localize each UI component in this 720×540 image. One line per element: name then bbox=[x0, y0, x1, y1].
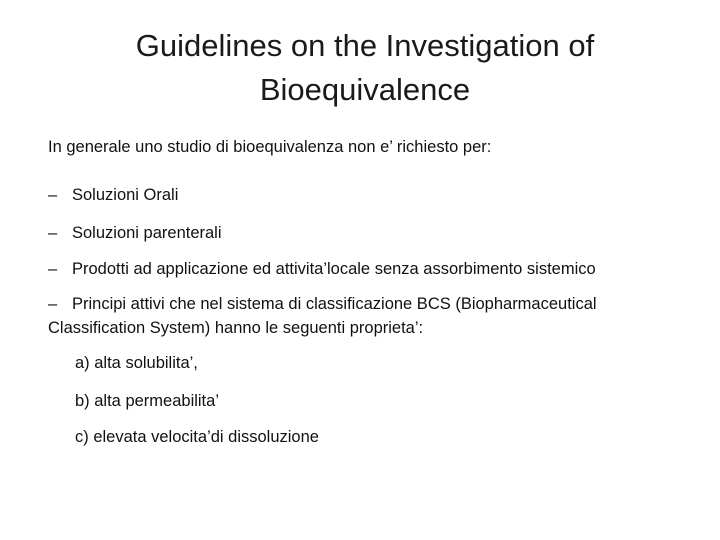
bullet-text: Prodotti ad applicazione ed attivita’locale senza assorbimento sistemico bbox=[72, 260, 596, 278]
slide-title-line-2: Bioequivalence bbox=[259, 72, 471, 107]
bullet-item-local-products bbox=[48, 258, 596, 280]
property-item-dissolution: c) elevata velocita’di dissoluzione bbox=[75, 428, 319, 446]
bullet-dash: – bbox=[48, 260, 58, 278]
bullet-item-parenteral-solutions bbox=[48, 222, 222, 244]
slide-title bbox=[90, 24, 640, 112]
bullet-dash: – bbox=[48, 295, 58, 313]
property-item-solubility: a) alta solubilita’, bbox=[75, 354, 198, 372]
slide-title-line-1: Guidelines on the Investigation of bbox=[135, 28, 595, 63]
bullet-item-oral-solutions bbox=[48, 184, 178, 206]
bullet-text: Principi attivi che nel sistema di classificazione BCS (Biopharmaceutical Classification System) hanno le seguenti proprieta’: bbox=[48, 295, 597, 337]
bullet-item-bcs-substances bbox=[48, 292, 668, 340]
intro-text: In generale uno studio di bioequivalenza non e’ richiesto per: bbox=[48, 138, 492, 156]
bullet-dash: – bbox=[48, 186, 58, 204]
bullet-text: Soluzioni Orali bbox=[72, 186, 179, 204]
bullet-dash: – bbox=[48, 224, 58, 242]
property-item-permeability: b) alta permeabilita’ bbox=[75, 392, 219, 410]
bullet-text: Soluzioni parenterali bbox=[72, 224, 222, 242]
